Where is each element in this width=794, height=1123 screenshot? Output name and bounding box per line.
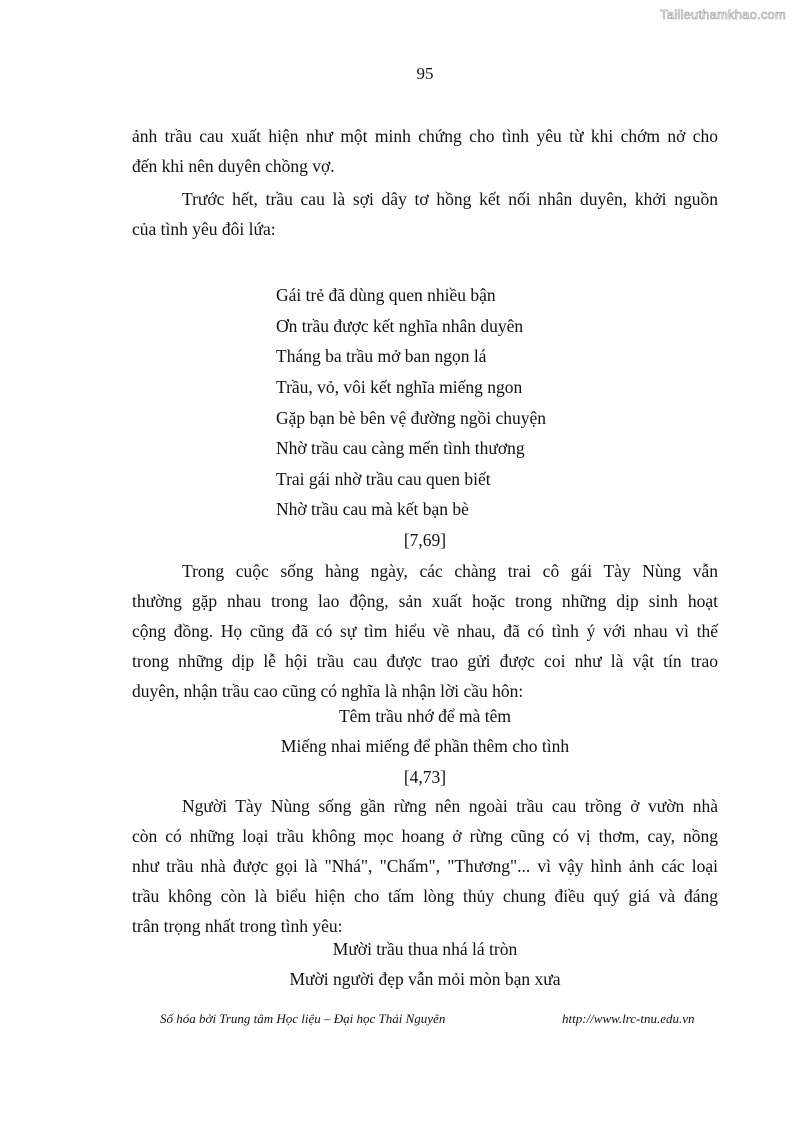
paragraph-line: trầu không còn là biểu hiện cho tấm lòng thủy chung điều quý giá và đáng (132, 886, 718, 906)
verse-line: Mười người đẹp vẫn mỏi mòn bạn xưa (289, 969, 561, 989)
verse-line: Trầu, vỏ, vôi kết nghĩa miếng ngon (276, 377, 523, 397)
verse-line: Gặp bạn bè bên vệ đường ngồi chuyện (276, 408, 546, 428)
verse-line: Ơn trầu được kết nghĩa nhân duyên (276, 316, 524, 336)
verse-line: Trai gái nhờ trầu cau quen biết (276, 469, 491, 489)
footer-url: http://www.lrc-tnu.edu.vn (562, 1011, 695, 1026)
citation: [7,69] (403, 530, 447, 550)
paragraph-2 (132, 184, 718, 244)
verse-line: Nhờ trầu cau càng mến tình thương (276, 438, 525, 458)
paragraph-1 (132, 121, 718, 181)
paragraph-line: đến khi nên duyên chồng vợ. (132, 156, 335, 176)
footer-source: Số hóa bởi Trung tâm Học liệu – Đại học Thái Nguyên (160, 1011, 446, 1026)
verse-line: Mười trầu thua nhá lá tròn (332, 939, 518, 959)
paragraph-line: của tình yêu đôi lứa: (132, 219, 276, 239)
paragraph-3 (132, 556, 718, 706)
paragraph-line: ảnh trầu cau xuất hiện như một minh chứng cho tình yêu từ khi chớm nở cho (132, 126, 718, 146)
paragraph-line: Người Tày Nùng sống gần rừng nên ngoài trầu cau trồng ở vườn nhà (182, 796, 718, 816)
paragraph-line: duyên, nhận trầu cao cũng có nghĩa là nhận lời cầu hôn: (132, 681, 524, 701)
citation: [4,73] (403, 767, 447, 787)
watermark: Tailieuthamkhao.com (660, 7, 786, 22)
verse-line: Nhờ trầu cau mà kết bạn bè (276, 499, 469, 519)
paragraph-line: trân trọng nhất trong tình yêu: (132, 916, 343, 936)
paragraph-line: cộng đồng. Họ cũng đã có sự tìm hiểu về nhau, đã có tình ý với nhau vì thế (132, 621, 718, 641)
verse-line: Tháng ba trầu mở ban ngọn lá (276, 346, 487, 366)
paragraph-line: còn có những loại trầu không mọc hoang ở rừng cũng có vị thơm, cay, nồng (132, 826, 718, 846)
paragraph-line: như trầu nhà được gọi là "Nhá", "Chấm", "Thương"... vì vậy hình ảnh các loại (132, 856, 718, 876)
paragraph-line: Trong cuộc sống hàng ngày, các chàng trai cô gái Tày Nùng vẫn (182, 561, 718, 581)
verse-line: Têm trầu nhớ để mà têm (338, 706, 512, 726)
page-number: 95 (416, 64, 434, 83)
paragraph-4 (132, 791, 718, 941)
paragraph-line: trong những dịp lễ hội trầu cau được trao gửi được coi như là vật tín trao (132, 651, 718, 671)
paragraph-line: Trước hết, trầu cau là sợi dây tơ hồng kết nối nhân duyên, khởi nguồn (182, 189, 718, 209)
paragraph-line: thường gặp nhau trong lao động, sản xuất hoặc trong những dịp sinh hoạt (132, 591, 718, 611)
verse-line: Gái trẻ đã dùng quen nhiều bận (276, 285, 496, 305)
verse-line: Miếng nhai miếng để phần thêm cho tình (280, 736, 570, 756)
